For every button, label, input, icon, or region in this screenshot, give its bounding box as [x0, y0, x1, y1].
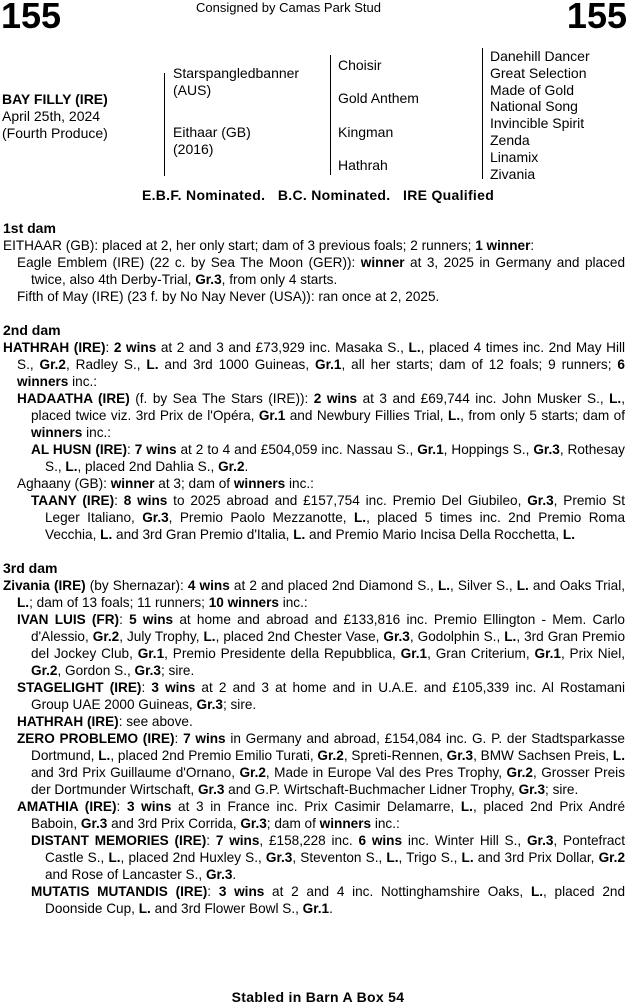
dam — [173, 124, 251, 158]
pedigree-divider-1 — [164, 73, 165, 176]
g3-7: Linamix — [490, 148, 539, 165]
dam-year: (2016) — [173, 141, 214, 157]
dam-name: Eithaar (GB) — [173, 124, 251, 140]
sire-name: Starspangledbanner — [173, 65, 300, 81]
second-dam-record: HATHRAH (IRE): 2 wins at 2 and 3 and £73,929 inc. Masaka S., L., placed 4 times inc. 2nd May Hill S., Gr.2, Radley S., L. and 3rd 1000 Guineas, Gr.1, all her starts; dam of 12 foals; 9 runners; 6 winners inc.: — [3, 340, 626, 389]
granddam-dam: Hathrah — [338, 157, 388, 173]
g3-6: Zenda — [490, 131, 530, 148]
third-dam-grandfoal-distant-memories: DISTANT MEMORIES (IRE): 7 wins, £158,228 inc. 6 wins inc. Winter Hill S., Gr.3, Pontefract Castle S., L., placed 2nd Huxley S., Gr.3, Steventon S., L., Trigo S., L. and 3rd Prix Dollar, Gr.2 and Rose of Lancaster S., Gr.3. — [31, 833, 626, 882]
g3-5: Invincible Spirit — [490, 115, 585, 132]
grandsire-sire: Choisir — [338, 57, 382, 73]
second-dam-grandfoal-taany: TAANY (IRE): 8 wins to 2025 abroad and £157,754 inc. Premio Del Giubileo, Gr.3, Premio St Leger Italiano, Gr.3, Premio Paolo Mezzanotte, L., placed 5 times inc. 2nd Premio Roma Vecchia, L. and 3rd Gran Premio d'Italia, L. and Premio Mario Incisa Della Rocchetta, L. — [31, 493, 626, 542]
stabling-note: Stabled in Barn A Box 54 — [231, 989, 405, 1005]
pedigree-divider-3 — [482, 48, 483, 179]
produce-note: (Fourth Produce) — [2, 125, 108, 141]
dam-record: EITHAAR (GB): placed at 2, her only start; dam of 3 previous foals; 2 runners; 1 winner: — [3, 238, 535, 253]
third-dam-foal-amathia: AMATHIA (IRE): 3 wins at 3 in France inc. Prix Casimir Delamarre, L., placed 2nd Prix André Baboin, Gr.3 and 3rd Prix Corrida, Gr.3; dam of winners inc.: — [17, 799, 626, 831]
catalogue-body — [3, 220, 625, 917]
pedigree-divider-2 — [330, 55, 331, 175]
nominations: E.B.F. Nominated. B.C. Nominated. IRE Qualified — [141, 187, 495, 203]
second-dam-foal-hadaatha: HADAATHA (IRE) (f. by Sea The Stars (IRE)): 2 wins at 3 and £69,744 inc. John Musker S., L., placed twice viz. 3rd Prix de l'Opéra, Gr.1 and Newbury Fillies Trial, L., from only 5 starts; dam of winners inc.: — [17, 391, 625, 440]
horse-identity — [2, 91, 108, 142]
third-generation — [490, 48, 590, 182]
g3-8: Zivania — [490, 165, 536, 182]
third-dam-foal-stagelight: STAGELIGHT (IRE): 3 wins at 2 and 3 at home and in U.A.E. and £105,339 inc. Al Rostamani Group UAE 2000 Guineas, Gr.3; sire. — [17, 680, 625, 712]
second-dam-foal-aghaany: Aghaany (GB): winner at 3; dam of winners inc.: — [17, 476, 314, 491]
foal-record-1: Eagle Emblem (IRE) (22 c. by Sea The Moon (GER)): winner at 3, 2025 in Germany and placed twice, also 4th Derby-Trial, Gr.3, from only 4 starts. — [17, 255, 625, 287]
granddam-sire: Gold Anthem — [338, 90, 419, 106]
section-2nd-dam: 2nd dam — [3, 322, 61, 338]
section-3rd-dam: 3rd dam — [3, 560, 58, 576]
foaling-date: April 25th, 2024 — [2, 108, 101, 124]
third-dam-record: Zivania (IRE) (by Shernazar): 4 wins at 2 and placed 2nd Diamond S., L., Silver S., L. and Oaks Trial, L.; dam of 13 foals; 11 runners; 10 winners inc.: — [3, 578, 625, 610]
second-dam-grandfoal-al-husn: AL HUSN (IRE): 7 wins at 2 to 4 and £504,059 inc. Nassau S., Gr.1, Hoppings S., Gr.3, Rothesay S., L., placed 2nd Dahlia S., Gr.2. — [31, 442, 625, 474]
third-dam-grandfoal-mutatis-mutandis: MUTATIS MUTANDIS (IRE): 3 wins at 2 and 4 inc. Nottinghamshire Oaks, L., placed 2nd Doonside Cup, L. and 3rd Flower Bowl S., Gr.1. — [31, 884, 626, 916]
third-dam-foal-ivan-luis: IVAN LUIS (FR): 5 wins at home and abroad and £133,816 inc. Premio Ellington - Mem. Carlo d'Alessio, Gr.2, July Trophy, L., placed 2nd Chester Vase, Gr.3, Godolphin S., L., 3rd Gran Premio del Jockey Club, Gr.1, Premio Presidente della Repubblica, Gr.1, Gran Criterium, Gr.1, Prix Niel, Gr.2, Gordon S., Gr.3; sire. — [17, 612, 625, 678]
horse-name: BAY FILLY (IRE) — [2, 91, 108, 107]
section-1st-dam: 1st dam — [3, 220, 56, 236]
g3-1: Danehill Dancer — [490, 48, 590, 64]
third-dam-foal-zero-problemo: ZERO PROBLEMO (IRE): 7 wins in Germany and abroad, £154,084 inc. G. P. der Stadtsparkasse Dortmund, L., placed 2nd Premio Emilio Turati, Gr.2, Spreti-Rennen, Gr.3, BMW Sachsen Preis, L. and 3rd Prix Guillaume d'Ornano, Gr.2, Made in Europe Val des Pres Trophy, Gr.2, Grosser Preis der Dortmunder Wirtschaft, Gr.3 and G.P. Wirtschaft-Buchmacher Lidner Trophy, Gr.3; sire. — [17, 731, 625, 797]
g3-4: National Song — [490, 98, 578, 115]
grandsire-dam: Kingman — [338, 124, 394, 140]
sire — [173, 65, 299, 99]
lot-number-right: 155 — [566, 0, 627, 36]
sire-origin: (AUS) — [173, 82, 212, 98]
consignor: Consigned by Camas Park Stud — [196, 0, 381, 15]
foal-record-2: Fifth of May (IRE) (23 f. by No Nay Never (USA)): ran once at 2, 2025. — [17, 289, 440, 304]
third-dam-foal-hathrah: HATHRAH (IRE): see above. — [17, 714, 193, 729]
lot-number-left: 155 — [1, 0, 62, 36]
g3-3: Made of Gold — [490, 81, 575, 98]
g3-2: Great Selection — [490, 64, 587, 81]
